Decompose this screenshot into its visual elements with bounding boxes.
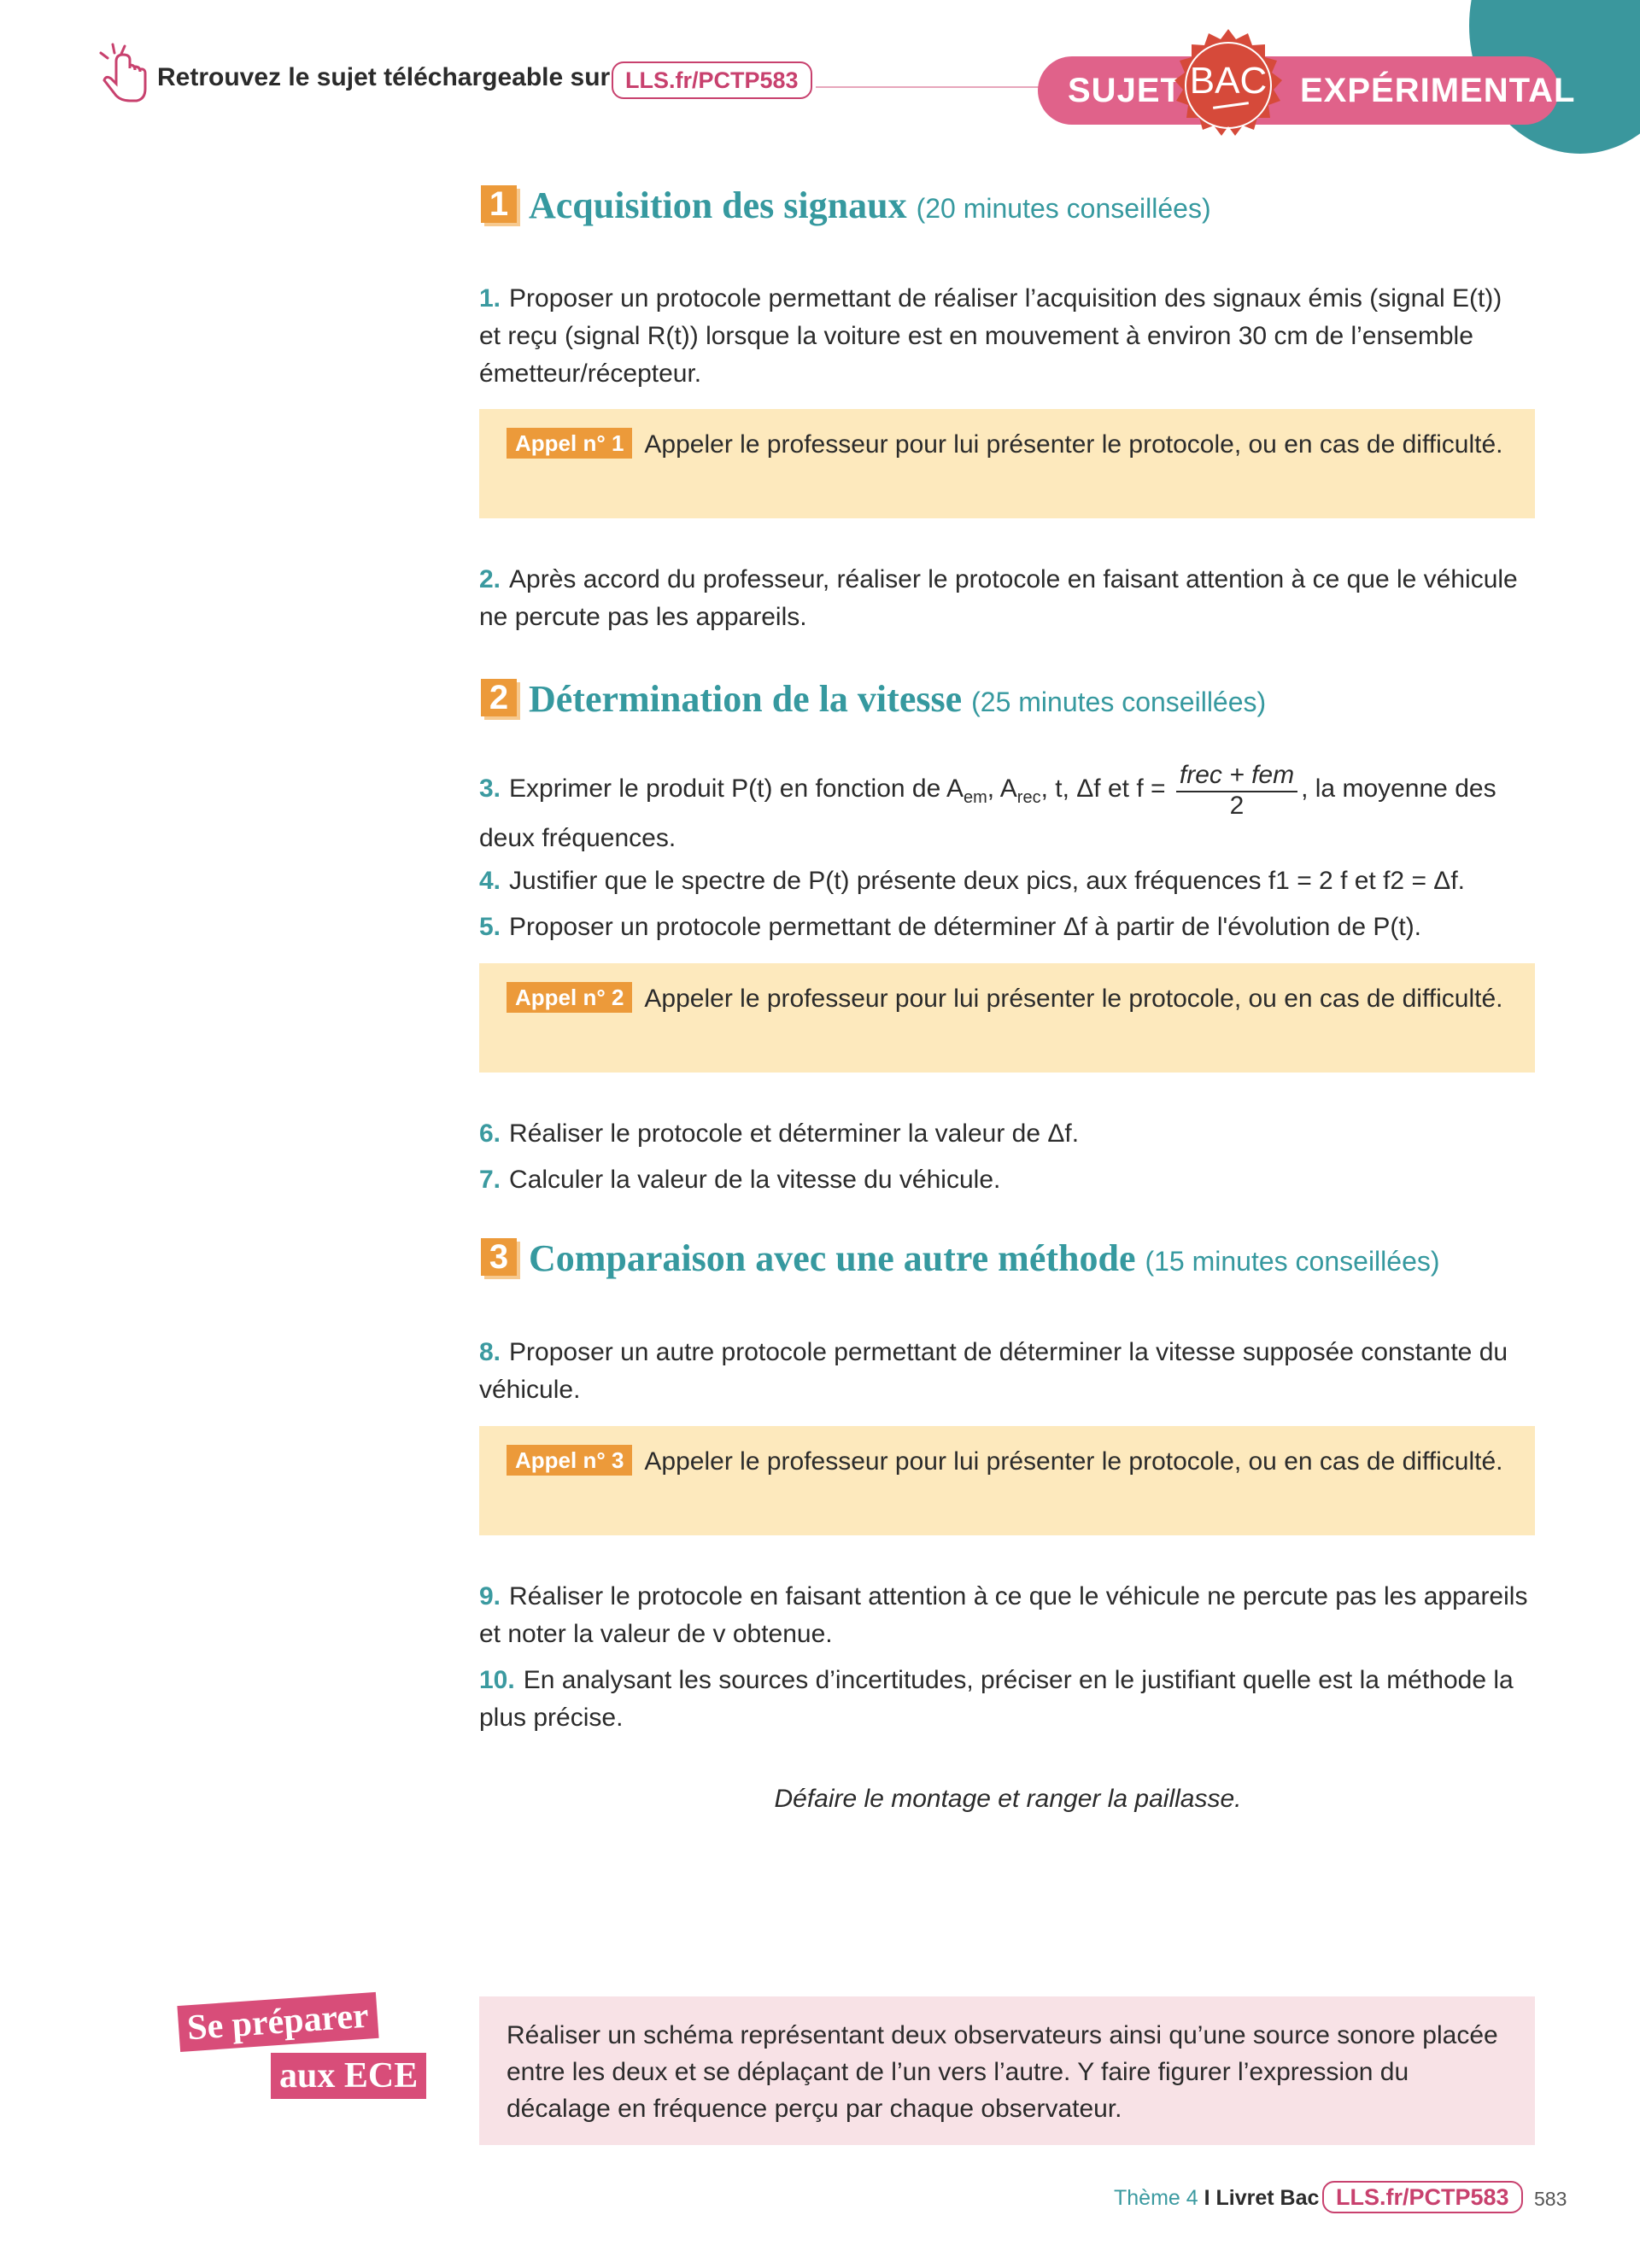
question-7 bbox=[479, 1161, 1530, 1199]
appel-tag: Appel n° 1 bbox=[507, 428, 632, 459]
callout-text: Appeler le professeur pour lui présenter le protocole, ou en cas de difficulté. bbox=[644, 430, 1503, 459]
question-3 bbox=[479, 760, 1530, 857]
question-number: 8. bbox=[479, 1338, 501, 1366]
question-2 bbox=[479, 561, 1530, 636]
fraction-denominator: 2 bbox=[1229, 792, 1245, 820]
question-8 bbox=[479, 1334, 1530, 1409]
prep-label-line-1: Se préparer bbox=[177, 1992, 378, 2052]
question-text: , t, Δf et f = bbox=[1040, 774, 1166, 803]
frequency-fraction bbox=[1176, 760, 1297, 820]
footer-separator: I bbox=[1204, 2186, 1210, 2210]
page-number: 583 bbox=[1534, 2188, 1567, 2210]
section-1-title bbox=[529, 184, 1211, 227]
question-number: 2. bbox=[479, 565, 501, 593]
fraction-numerator: frec + fem bbox=[1176, 760, 1297, 792]
question-text: Après accord du professeur, réaliser le protocole en faisant attention à ce que le véhicule ne percute pas les appareils. bbox=[479, 565, 1518, 631]
section-2-subtitle: (25 minutes conseillées) bbox=[971, 687, 1267, 717]
question-number: 5. bbox=[479, 913, 501, 941]
question-1 bbox=[479, 280, 1530, 393]
pointing-hand-icon bbox=[96, 41, 155, 105]
subscript-rec: rec bbox=[1016, 787, 1041, 807]
prep-exercise-text: Réaliser un schéma représentant deux observateurs ainsi qu’une source sonore placée entre les deux et se déplaçant de l’un vers l’autre. Y faire figurer l’expression du décalage en fréquence perçu par chaque observateur. bbox=[507, 2021, 1498, 2123]
question-number: 7. bbox=[479, 1166, 501, 1194]
footer-theme-label: Thème 4 bbox=[1114, 2186, 1198, 2210]
question-text: Réaliser le protocole en faisant attention à ce que le véhicule ne percute pas les appareils et noter la valeur de v obtenue. bbox=[479, 1582, 1528, 1648]
question-number: 10. bbox=[479, 1666, 515, 1694]
section-1-title-text: Acquisition des signaux bbox=[529, 184, 907, 226]
question-text: , la moyenne des deux fréquences. bbox=[479, 774, 1496, 852]
question-text: Réaliser le protocole et déterminer la valeur de Δf. bbox=[509, 1119, 1080, 1148]
section-1-subtitle: (20 minutes conseillées) bbox=[916, 193, 1211, 224]
question-text: Proposer un autre protocole permettant de déterminer la vitesse supposée constante du véhicule. bbox=[479, 1338, 1508, 1404]
section-3-title bbox=[529, 1236, 1440, 1280]
question-text: En analysant les sources d’incertitudes, préciser en le justifiant quelle est la méthode la plus précise. bbox=[479, 1666, 1514, 1732]
download-link[interactable]: LLS.fr/PCTP583 bbox=[612, 61, 812, 99]
section-2-title-text: Détermination de la vitesse bbox=[529, 678, 963, 720]
question-text: Exprimer le produit P(t) en fonction de A bbox=[509, 774, 964, 803]
question-number: 3. bbox=[479, 774, 501, 803]
footer-link[interactable]: LLS.fr/PCTP583 bbox=[1322, 2181, 1523, 2213]
question-10 bbox=[479, 1662, 1530, 1737]
section-3-number: 3 bbox=[481, 1238, 517, 1276]
bac-seal-label: BAC bbox=[1189, 60, 1268, 102]
question-text: Proposer un protocole permettant de réaliser l’acquisition des signaux émis (signal E(t)) et reçu (signal R(t)) lorsque la voiture est en mouvement à environ 30 cm de l’ensemble émetteur/récepteur. bbox=[479, 284, 1502, 388]
header-divider bbox=[816, 86, 1055, 88]
closing-instruction: Défaire le montage et ranger la paillasse. bbox=[774, 1785, 1242, 1813]
callout-text: Appeler le professeur pour lui présenter le protocole, ou en cas de difficulté. bbox=[644, 1447, 1503, 1476]
question-6 bbox=[479, 1115, 1530, 1153]
question-4 bbox=[479, 862, 1530, 900]
section-3-subtitle: (15 minutes conseillées) bbox=[1145, 1246, 1440, 1277]
footer-theme bbox=[1114, 2186, 1319, 2211]
question-number: 9. bbox=[479, 1582, 501, 1610]
question-9 bbox=[479, 1578, 1530, 1653]
question-text: , A bbox=[987, 774, 1017, 803]
section-2-number: 2 bbox=[481, 679, 517, 716]
callout-appel-1 bbox=[479, 409, 1535, 518]
question-text: Justifier que le spectre de P(t) présente deux pics, aux fréquences f1 = 2 f et f2 = Δf. bbox=[509, 867, 1466, 895]
callout-appel-3 bbox=[479, 1426, 1535, 1535]
subscript-em: em bbox=[963, 787, 987, 807]
prep-label-line-2: aux ECE bbox=[271, 2053, 426, 2099]
callout-text: Appeler le professeur pour lui présenter le protocole, ou en cas de difficulté. bbox=[644, 985, 1503, 1013]
section-3-title-text: Comparaison avec une autre méthode bbox=[529, 1237, 1136, 1279]
appel-tag: Appel n° 3 bbox=[507, 1445, 632, 1476]
section-1-number: 1 bbox=[481, 185, 517, 223]
question-number: 1. bbox=[479, 284, 501, 313]
banner-sujet-label: SUJET bbox=[1068, 72, 1182, 109]
question-number: 6. bbox=[479, 1119, 501, 1148]
appel-tag: Appel n° 2 bbox=[507, 982, 632, 1013]
callout-appel-2 bbox=[479, 963, 1535, 1073]
section-2-title bbox=[529, 677, 1266, 721]
question-number: 4. bbox=[479, 867, 501, 895]
download-notice: Retrouvez le sujet téléchargeable sur bbox=[157, 63, 611, 91]
question-text: Proposer un protocole permettant de déterminer Δf à partir de l'évolution de P(t). bbox=[509, 913, 1422, 941]
question-text: Calculer la valeur de la vitesse du véhicule. bbox=[509, 1166, 1001, 1194]
banner-experimental-label: EXPÉRIMENTAL bbox=[1300, 72, 1576, 109]
question-5 bbox=[479, 909, 1530, 946]
prep-exercise-box bbox=[479, 1996, 1535, 2145]
footer-book-label: Livret Bac bbox=[1215, 2186, 1320, 2210]
